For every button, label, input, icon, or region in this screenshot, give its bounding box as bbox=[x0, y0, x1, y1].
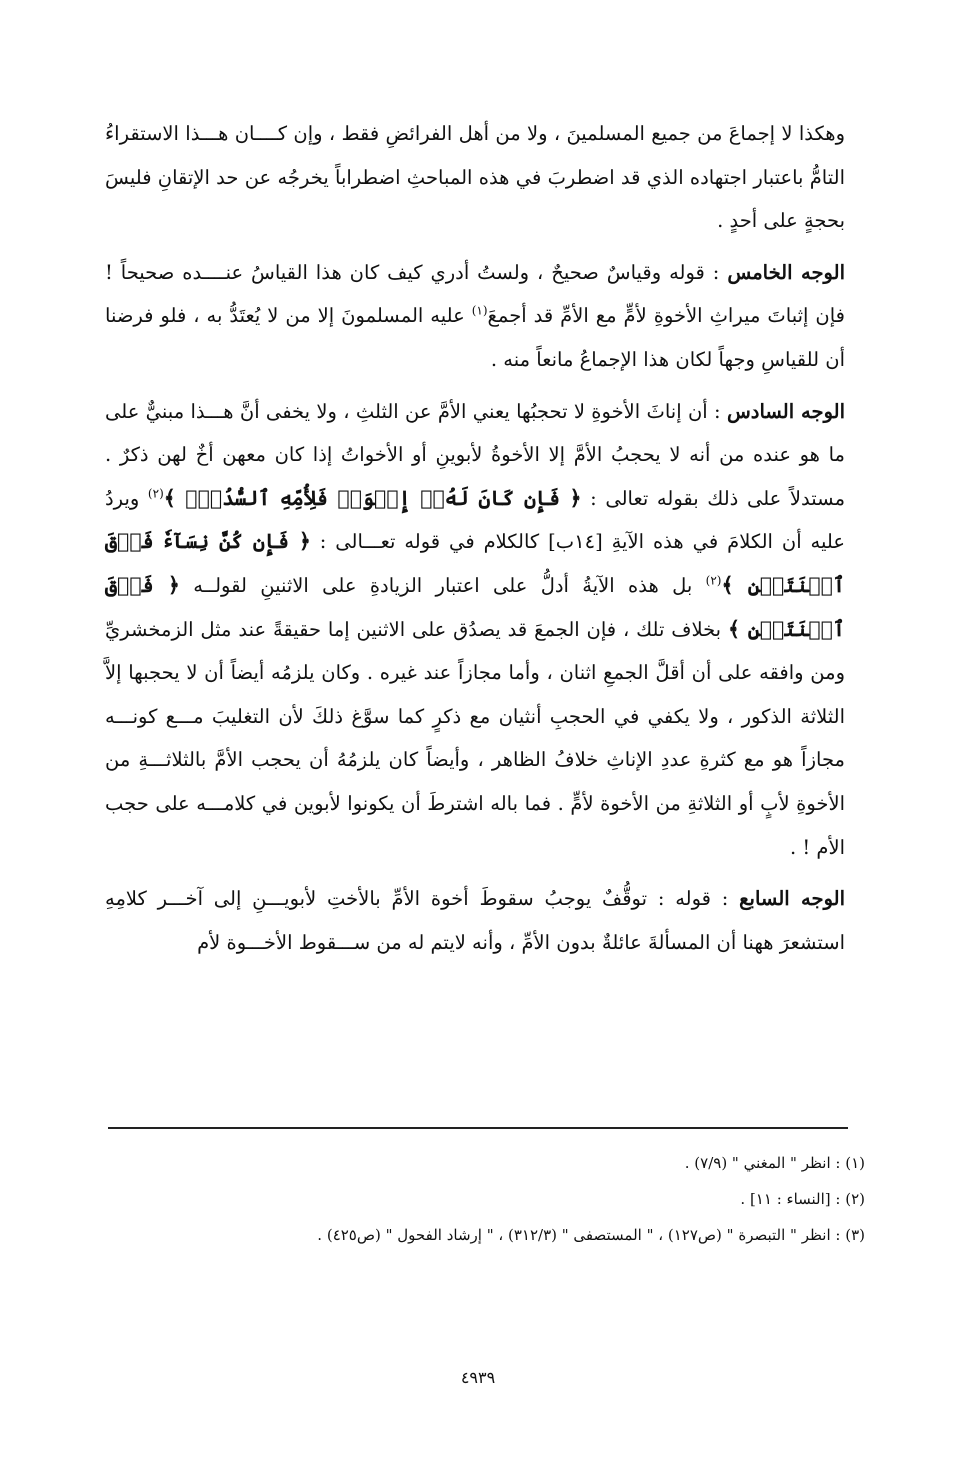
footnotes bbox=[105, 1145, 865, 1253]
quran-verse: ﴿ فَإِن كُنَّ نِسَآءٗ فَوۡقَ ٱثۡنَتَيۡنِ ﴾ bbox=[105, 529, 845, 597]
footnote-3: (٣) : انظر " التبصرة " (ص١٢٧) ، " المستصفى " (٣١٢/٣) ، " إرشاد الفحول " (ص٤٢٥) . bbox=[317, 1226, 865, 1244]
footnote-1: (١) : انظر " المغني " (٧/٩) . bbox=[684, 1154, 865, 1172]
paragraph-text: ويردُ عليه أن الكلامَ في هذه الآيةِ [١٤ب] كالكلام في قوله تعـــالى : bbox=[105, 486, 845, 554]
paragraph-text: : قوله وقياسٌ صحيحٌ ، ولستُ أدري كيف كان هذا القياسُ عنــــده صحيحاً ! فإن إثباتَ ميراثِ الأخوةِ لأمٍّ مع الأمِّ قد أجمعَ bbox=[105, 260, 845, 328]
section-heading-seventh: الوجه السابع bbox=[739, 887, 845, 911]
paragraph-2 bbox=[105, 251, 845, 382]
footnote-2: (٢) : [النساء : ١١] . bbox=[740, 1190, 865, 1208]
paragraph-text: وهكذا لا إجماعَ من جميع المسلمينَ ، ولا من أهل الفرائضِ فقط ، وإن كــــان هـــذا الاستقراءُ التامُّ باعتبار اجتهاده الذي قد اضطربَ في هذه المباحثِ اضطراباً يخرجُه عن حد الإتقانِ فليسَ بحجةٍ على أحدٍ . bbox=[105, 122, 845, 233]
paragraph-1 bbox=[105, 112, 845, 243]
page-number: ٤٩٣٩ bbox=[460, 1368, 496, 1387]
section-heading-fifth: الوجه الخامس bbox=[727, 260, 845, 284]
quran-verse: ﴿ فَإِن كَانَ لَهُۥٓ إِخۡوَةٞ فَلِأُمِّهِ ٱلسُّدُسُۚ ﴾ bbox=[163, 485, 582, 510]
paragraph-text: بل هذه الآيةُ أدلُّ على اعتبار الزيادةِ على الاثنينِ لقولــه bbox=[193, 573, 693, 597]
main-text bbox=[105, 112, 845, 972]
paragraph-text: : أن إناثَ الأخوةِ لا تحجبُها يعني الأمَّ عن الثلثِ ، ولا يخفى أنَّ هـــذا مبنيٌّ على ما هو عنده من أنه لا يحجبُ الأمَّ إلا الأخوةُ لأبوينِ أو الأخواتُ إذا كان معهن أخٌ لهن ذكرٌ . مستدلاً على ذلك بقوله تعالى : bbox=[105, 399, 846, 510]
paragraph-text: : قوله : توقُّفٌ يوجبُ سقوطَ أخوة الأمِّ بالأختِ لأبويـــنِ إلى آخـــر كلامِهِ استشعرَ ههنا أن المسألةَ عائلةٌ بدون الأمِّ ، وأنه لايتم له من ســـقوط الأخـــوة لأم bbox=[105, 887, 845, 954]
paragraph-4 bbox=[105, 877, 845, 964]
paragraph-text: بخلاف تلك ، فإن الجمعَ قد يصدُق على الاثنين إما حقيقةً عند مثل الزمخشريِّ ومن وافقه على أن أقلَّ الجمعِ اثنان ، وأما مجازاً عند غيره . وكان يلزمُه أيضاً أن لا يحجبها إلاَّ الثلاثة الذكور ، ولا يكفي في الحجبِ أنثيان مع ذكرٍ كما سوَّغ ذلكَ لأن التغليبَ مـــع كونـــه مجازاً هو مع كثرةِ عددِ الإناثِ خلافُ الظاهر ، وأيضاً كان يلزمُهُ أن يحجب الأمَّ بالثلاثـــةِ من الأخوةِ لأبٍ أو الثلاثةِ من الأخوة لأمٍّ . فما باله اشترطَ أن يكونوا لأبوين في كلامـــه على حجب الأم ! . bbox=[105, 617, 845, 859]
footnote-reference: (٢) bbox=[705, 573, 722, 588]
quran-verse: ﴿ فَوۡقَ ٱثۡنَتَيۡنِ ﴾ bbox=[105, 572, 845, 641]
section-heading-sixth: الوجه السادس bbox=[726, 399, 845, 423]
footnote-divider bbox=[108, 1127, 848, 1129]
paragraph-3 bbox=[105, 390, 845, 870]
footnote-reference: (١) bbox=[471, 303, 488, 318]
footnote-reference: (٢) bbox=[147, 486, 164, 501]
paragraph-text: عليه المسلمونَ إلا من لا يُعتَدُّ به ، فلو فرضنا أن للقياسِ وجهاً لكان هذا الإجماعُ مانعاً منه . bbox=[105, 304, 845, 371]
